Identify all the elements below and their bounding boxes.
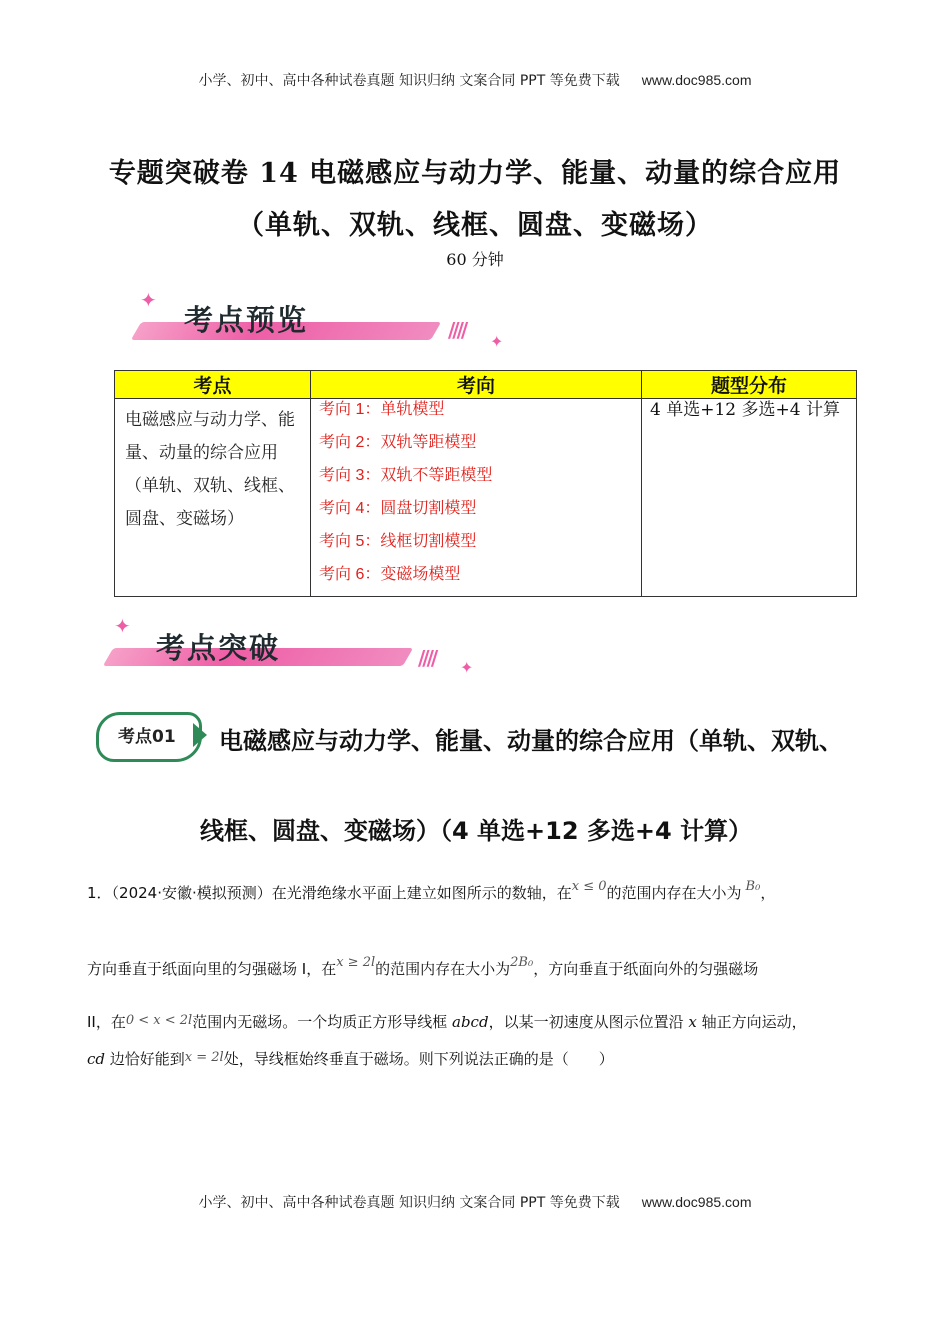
question-text: 的范围内存在大小为	[606, 884, 742, 902]
question-text: 范围内无磁场。一个均质正方形导线框	[192, 1013, 452, 1031]
sparkle-icon: ✦	[490, 332, 504, 351]
question-text: ，方向垂直于纸面向外的匀强磁场	[533, 960, 759, 978]
doc-duration: 60 分钟	[446, 250, 504, 269]
math-expr: B₀	[745, 879, 761, 894]
math-var: cd	[87, 1050, 106, 1068]
table-header-row	[115, 371, 857, 399]
question-text: 方向垂直于纸面向里的匀强磁场 I，在	[87, 960, 337, 978]
page-footer	[0, 1192, 950, 1212]
question-text: ，以某一初速度从图示位置沿	[488, 1013, 689, 1031]
sparkle-icon: ✦	[114, 614, 131, 638]
page-header	[0, 70, 950, 90]
footer-site-link[interactable]: www.doc985.com	[641, 1194, 752, 1210]
direction-item: 考向 5：线框切割模型	[319, 533, 477, 550]
math-var: abcd	[452, 1013, 489, 1031]
question-text: 轴正方向运动，	[696, 1013, 807, 1031]
direction-item: 考向 2：双轨等距模型	[319, 434, 477, 451]
math-expr: x ≤ 0	[571, 879, 607, 894]
section-banner-preview	[128, 290, 518, 360]
column-header: 考点	[115, 371, 311, 399]
math-expr: 2B₀	[510, 955, 534, 970]
direction-item: 考向 3：双轨不等距模型	[319, 467, 493, 484]
topic-text: 电磁感应与动力学、能量、动量的综合应用（单轨、双轨、线框、圆盘、变磁场）	[125, 410, 295, 529]
direction-item: 考向 6：变磁场模型	[319, 566, 461, 583]
sparkle-icon: ✦	[460, 658, 474, 677]
stripes-decoration: ////	[448, 318, 466, 342]
question-text: ，	[760, 884, 776, 902]
question-text: 边恰好能到	[105, 1050, 185, 1068]
stripes-decoration: ////	[418, 646, 436, 670]
question-text: （2024·安徽·模拟预测）在光滑绝缘水平面上建立如图所示的数轴，在	[111, 884, 572, 902]
topic-cell	[115, 399, 311, 597]
question-line-3	[87, 1011, 807, 1032]
table-row	[115, 399, 857, 597]
doc-title-line1: 专题突破卷 14 电磁感应与动力学、能量、动量的综合应用	[108, 158, 842, 189]
question-text: II，在	[87, 1013, 126, 1031]
banner-title: 考点预览	[184, 303, 309, 337]
question-line-2	[87, 955, 759, 979]
question-text: 处，导线框始终垂直于磁场。则下列说法正确的是（ ）	[223, 1050, 614, 1068]
math-expr: x = 2l	[184, 1050, 224, 1065]
math-var: x	[688, 1013, 697, 1031]
distribution-cell	[642, 399, 857, 597]
distribution-text: 4 单选+12 多选+4 计算	[650, 400, 840, 420]
tag-arrow-icon	[193, 723, 207, 747]
preview-table	[114, 370, 857, 597]
direction-item: 考向 4：圆盘切割模型	[319, 500, 477, 517]
column-header: 题型分布	[642, 371, 857, 399]
column-header: 考向	[311, 371, 642, 399]
question-line-1	[87, 879, 776, 903]
directions-cell	[311, 399, 642, 597]
header-site-link[interactable]: www.doc985.com	[641, 72, 752, 88]
point-heading-line2: 线框、圆盘、变磁场）（4 单选+12 多选+4 计算）	[200, 817, 753, 845]
banner-title: 考点突破	[156, 631, 281, 665]
question-line-4	[87, 1048, 614, 1069]
math-expr: 0 < x < 2l	[125, 1013, 193, 1028]
question-number: 1．	[87, 884, 112, 902]
footer-text: 小学、初中、高中各种试卷真题 知识归纳 文案合同 PPT 等免费下载	[198, 1195, 620, 1211]
math-expr: x ≥ 2l	[336, 955, 376, 970]
point-heading-line1: 电磁感应与动力学、能量、动量的综合应用（单轨、双轨、	[219, 727, 843, 755]
question-text: 的范围内存在大小为	[375, 960, 511, 978]
direction-item: 考向 1：单轨模型	[319, 401, 445, 418]
section-banner-breakthrough	[100, 612, 490, 682]
sparkle-icon: ✦	[140, 288, 157, 312]
doc-title-line2: （单轨、双轨、线框、圆盘、变磁场）	[237, 210, 713, 241]
tag-label: 考点01	[118, 727, 176, 747]
header-text: 小学、初中、高中各种试卷真题 知识归纳 文案合同 PPT 等免费下载	[198, 73, 620, 89]
point-tag	[96, 710, 208, 762]
